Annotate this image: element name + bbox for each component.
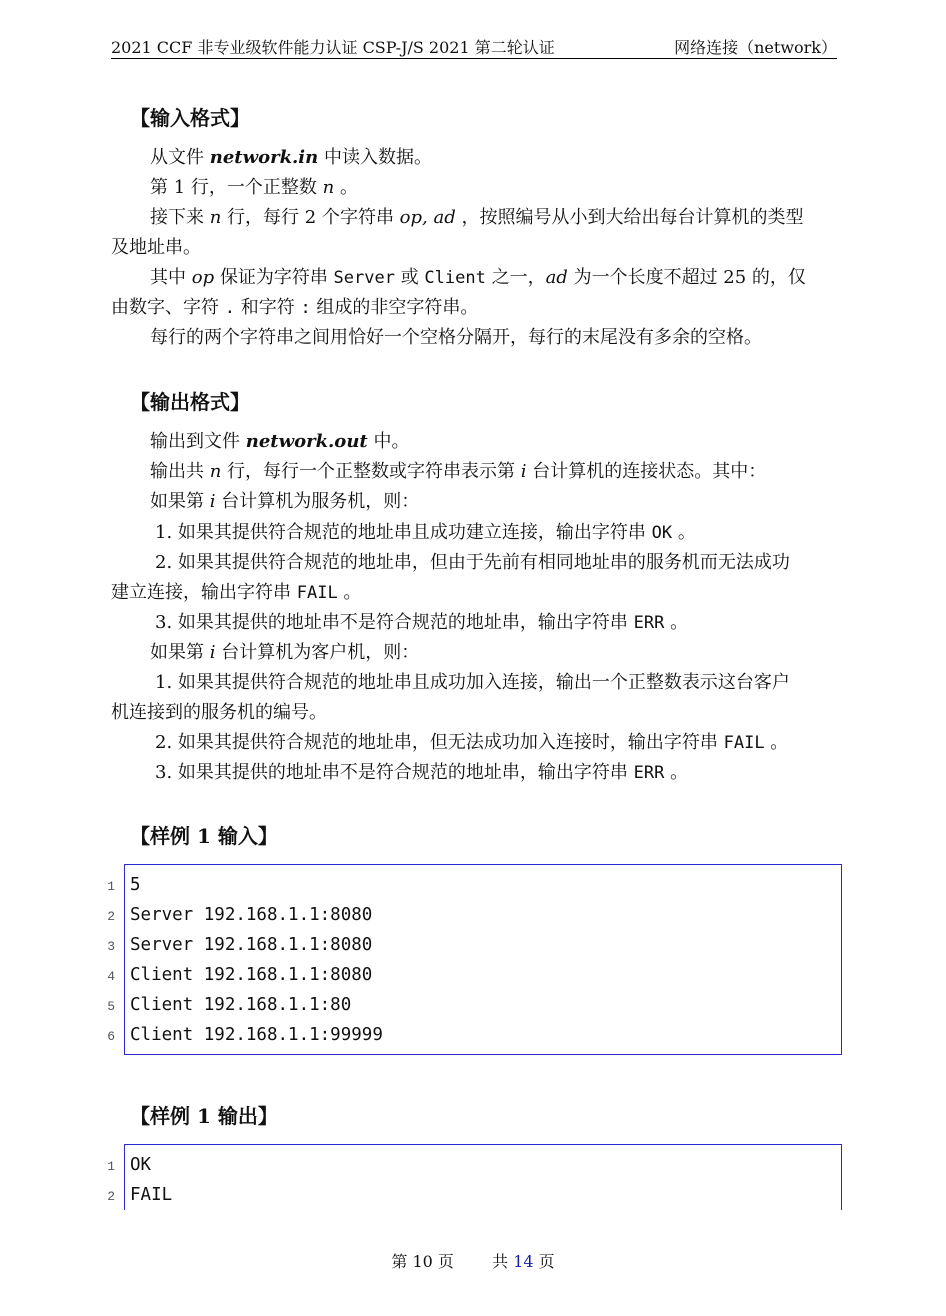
server-case-intro: 如果第 i 台计算机为服务机，则： [150,491,420,512]
input-file-line: 从文件 network.in 中读入数据。 [150,147,432,168]
output-file-line: 输出到文件 network.out 中。 [150,431,410,452]
code-text: Client 192.168.1.1:8080 [130,965,373,985]
line-number: 6 [107,1029,115,1044]
line-number: 1 [107,879,115,894]
line-number: 3 [107,939,115,954]
code-text: 5 [130,875,141,895]
input-format-heading: 【输入格式】 [130,106,250,130]
line-number: 2 [107,909,115,924]
header-problem-name: 网络连接（network） [674,38,837,57]
output-format-heading: 【输出格式】 [130,390,250,414]
code-text: Client 192.168.1.1:80 [130,995,352,1015]
sample-1-output-heading: 【样例 1 输出】 [130,1104,278,1128]
header-contest-title: 2021 CCF 非专业级软件能力认证 CSP-J/S 2021 第二轮认证 [111,38,555,57]
server-case-3: 3. 如果其提供的地址串不是符合规范的地址串，输出字符串 ERR 。 [155,612,689,633]
line-number: 5 [107,999,115,1014]
sample-1-input-box [107,864,842,1055]
code-text: Client 192.168.1.1:99999 [130,1025,383,1045]
line-number: 1 [107,1159,115,1174]
total-pages: 14 [513,1252,534,1271]
input-constraint-line: 其中 op 保证为字符串 Server 或 Client 之一，ad 为一个长度不超过 25 的，仅 [150,267,806,288]
server-case-2: 2. 如果其提供符合规范的地址串，但由于先前有相同地址串的服务机而无法成功 [155,552,790,573]
line-number: 2 [107,1189,115,1204]
input-lines-desc: 接下来 n 行，每行 2 个字符串 op, ad ，按照编号从小到大给出每台计算机的类型 [150,207,804,228]
sample-1-input-heading: 【样例 1 输入】 [130,824,278,848]
server-case-2-cont: 建立连接，输出字符串 FAIL 。 [111,582,362,603]
input-lines-desc-cont: 及地址串。 [111,237,201,258]
sample-1-output-box [107,1144,842,1210]
client-case-1-cont: 机连接到的服务机的编号。 [111,702,327,723]
server-case-1: 1. 如果其提供符合规范的地址串且成功建立连接，输出字符串 OK 。 [155,522,696,543]
client-case-1: 1. 如果其提供符合规范的地址串且成功加入连接，输出一个正整数表示这台客户 [155,672,790,693]
code-text: Server 192.168.1.1:8080 [130,905,373,925]
output-filename: network.out [245,431,368,452]
client-case-3: 3. 如果其提供的地址串不是符合规范的地址串，输出字符串 ERR 。 [155,762,689,783]
input-line-1-desc: 第 1 行，一个正整数 n 。 [150,177,358,198]
code-text: OK [130,1155,152,1175]
code-text: Server 192.168.1.1:8080 [130,935,373,955]
running-header [111,30,837,59]
page-footer: 第 10 页 共 14 页 [391,1252,555,1271]
input-spacing-note: 每行的两个字符串之间用恰好一个空格分隔开，每行的末尾没有多余的空格。 [150,327,762,348]
output-summary-line: 输出共 n 行，每行一个正整数或字符串表示第 i 台计算机的连接状态。其中： [150,461,767,482]
line-number: 4 [107,969,115,984]
client-case-2: 2. 如果其提供符合规范的地址串，但无法成功加入连接时，输出字符串 FAIL 。 [155,732,789,753]
input-filename: network.in [209,147,319,168]
code-text: FAIL [130,1185,173,1205]
input-constraint-line-cont: 由数字、字符 . 和字符 : 组成的非空字符串。 [111,297,479,318]
client-case-intro: 如果第 i 台计算机为客户机，则： [150,642,420,663]
page-number: 第 10 页 [391,1252,454,1271]
